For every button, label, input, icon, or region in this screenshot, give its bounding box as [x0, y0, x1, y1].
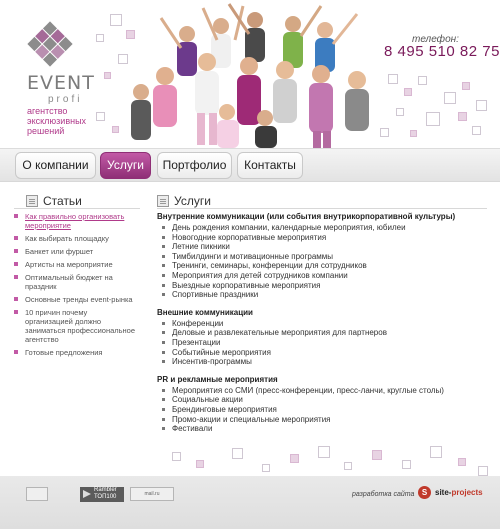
services-icon — [157, 195, 169, 207]
decor-square — [410, 130, 417, 137]
phone-label: телефон: — [412, 34, 459, 45]
developer-name — [435, 488, 483, 497]
main-title: Услуги — [174, 194, 211, 208]
article-link[interactable]: Как выбирать площадку — [14, 234, 136, 243]
article-link[interactable]: Банкет или фуршет — [14, 247, 136, 256]
site-header — [0, 0, 500, 148]
service-item: Новогодние корпоративные мероприятия — [157, 233, 487, 243]
article-link[interactable]: Оптимальный бюджет на праздник — [14, 273, 136, 291]
service-item: Летние пикники — [157, 242, 487, 252]
article-link[interactable]: Как правильно организовать мероприятие — [14, 212, 136, 230]
sidebar-divider — [14, 208, 140, 209]
services-group-title: PR и рекламные мероприятия — [157, 374, 278, 384]
decor-square — [112, 126, 119, 133]
main-divider — [157, 208, 487, 209]
decor-square — [476, 100, 487, 111]
decor-square — [402, 460, 411, 469]
decor-square — [404, 88, 412, 96]
service-item: Событийные мероприятия — [157, 348, 487, 358]
services-group-list — [157, 319, 487, 367]
decor-square — [458, 112, 467, 121]
decor-square — [290, 454, 299, 463]
developer-logo[interactable] — [418, 486, 483, 499]
article-link[interactable]: Артисты на мероприятие — [14, 260, 136, 269]
decor-square — [172, 452, 181, 461]
logo-tagline: агентство эксклюзивных решений — [27, 106, 87, 136]
service-item: Тренинги, семинары, конференции для сотрудников — [157, 261, 487, 271]
developer-name-part2: projects — [451, 488, 483, 497]
article-link[interactable]: 10 причин почему организацией должно заниматься профессиональное агентство — [14, 308, 136, 344]
decor-square — [458, 458, 466, 466]
nav-tab-contacts[interactable]: Контакты — [237, 152, 303, 179]
decor-square — [396, 108, 404, 116]
decor-square — [262, 464, 270, 472]
decor-square — [96, 112, 105, 121]
decor-square — [232, 448, 243, 459]
services-content — [157, 212, 487, 442]
services-group-title: Внешние коммуникации — [157, 307, 253, 317]
articles-list — [14, 212, 136, 361]
services-group-list — [157, 223, 487, 300]
nav-tab-portfolio[interactable]: Портфолио — [157, 152, 232, 179]
decor-square — [110, 14, 122, 26]
developer-badge-icon: S — [418, 486, 431, 499]
decor-square — [478, 466, 488, 476]
nav-tab-about[interactable]: О компании — [15, 152, 96, 179]
logo-sub: profi — [48, 94, 83, 105]
decor-square — [196, 460, 204, 468]
service-item: Мероприятия для детей сотрудников компании — [157, 271, 487, 281]
footer-band — [0, 476, 500, 529]
service-item: Деловые и развлекательные мероприятия для партнеров — [157, 328, 487, 338]
decor-square — [372, 450, 382, 460]
service-item: Тимбилдинги и мотивационные программы — [157, 252, 487, 262]
phone-number: 8 495 510 82 75 — [384, 43, 500, 60]
decor-square — [318, 446, 330, 458]
decor-square — [444, 92, 456, 104]
service-item: Мероприятия со СМИ (пресс-конференции, пресс-ланчи, круглые столы) — [157, 386, 487, 396]
developer-label: разработка сайта — [352, 491, 415, 498]
service-item: Выездные корпоративные мероприятия — [157, 281, 487, 291]
mailru-counter-badge[interactable]: mail.ru — [130, 487, 174, 501]
decor-square — [430, 446, 442, 458]
services-group-title: Внутренние коммуникации (или события внутрикорпоративной культуры) — [157, 212, 456, 221]
article-link[interactable]: Основные тренды event-рынка — [14, 295, 136, 304]
service-item: День рождения компании, календарные мероприятия, юбилеи — [157, 223, 487, 233]
service-item: Инсентив-программы — [157, 357, 487, 367]
service-item: Спортивные праздники — [157, 290, 487, 300]
rambler-top100-badge[interactable]: Rambler ТОП100 — [80, 487, 124, 502]
articles-icon — [26, 195, 38, 207]
crowd-photo — [125, 0, 385, 148]
main-heading — [157, 194, 211, 208]
decor-square — [472, 126, 481, 135]
decor-square — [418, 76, 427, 85]
service-item: Фестивали — [157, 424, 487, 434]
services-group-list — [157, 386, 487, 434]
service-item: Презентации — [157, 338, 487, 348]
logo-mark-icon[interactable] — [26, 20, 74, 68]
logo-word[interactable]: EVENT — [27, 72, 95, 94]
decor-square — [104, 72, 111, 79]
article-link[interactable]: Готовые предложения — [14, 348, 136, 357]
sidebar-title: Статьи — [43, 194, 82, 208]
decor-square — [96, 34, 104, 42]
sidebar-heading — [26, 194, 82, 208]
service-item: Конференции — [157, 319, 487, 329]
service-item: Промо-акции и специальные мероприятия — [157, 415, 487, 425]
decor-square — [462, 82, 470, 90]
developer-name-part1: site- — [435, 488, 452, 497]
service-item: Брендинговые мероприятия — [157, 405, 487, 415]
counter-badge[interactable] — [26, 487, 48, 501]
service-item: Социальные акции — [157, 395, 487, 405]
nav-tab-services[interactable]: Услуги — [100, 152, 151, 179]
decor-square — [426, 112, 440, 126]
decor-square — [344, 462, 352, 470]
decor-square — [388, 74, 398, 84]
